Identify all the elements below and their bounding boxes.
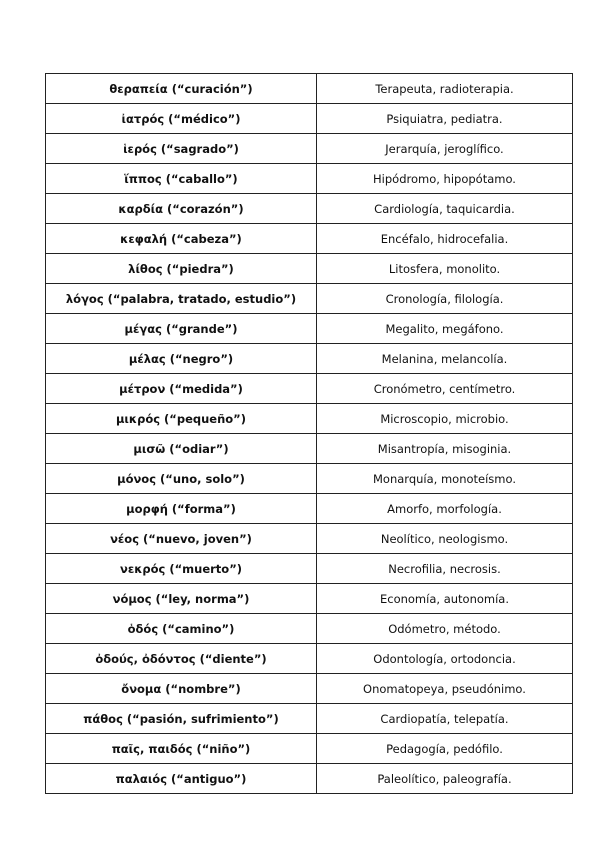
greek-term-cell: ἱερός (“sagrado”) (46, 134, 317, 164)
table-row (46, 464, 573, 494)
table-row (46, 614, 573, 644)
greek-term-cell: νεκρός (“muerto”) (46, 554, 317, 584)
table-row (46, 554, 573, 584)
table-row (46, 764, 573, 794)
table-row (46, 374, 573, 404)
table-body (46, 74, 573, 794)
table-row (46, 224, 573, 254)
table-row (46, 494, 573, 524)
greek-term-cell: λίθος (“piedra”) (46, 254, 317, 284)
examples-cell: Megalito, megáfono. (317, 314, 573, 344)
examples-cell: Cardiología, taquicardia. (317, 194, 573, 224)
table-row (46, 314, 573, 344)
greek-term-cell: κεφαλή (“cabeza”) (46, 224, 317, 254)
greek-term-cell: πάθος (“pasión, sufrimiento”) (46, 704, 317, 734)
examples-cell: Encéfalo, hidrocefalia. (317, 224, 573, 254)
examples-cell: Economía, autonomía. (317, 584, 573, 614)
examples-cell: Terapeuta, radioterapia. (317, 74, 573, 104)
examples-cell: Odómetro, método. (317, 614, 573, 644)
examples-cell: Melanina, melancolía. (317, 344, 573, 374)
greek-term-cell: παλαιός (“antiguo”) (46, 764, 317, 794)
greek-term-cell: παῖς, παιδός (“niño”) (46, 734, 317, 764)
greek-term-cell: ἵππος (“caballo”) (46, 164, 317, 194)
greek-term-cell: μικρός (“pequeño”) (46, 404, 317, 434)
greek-term-cell: ὁδός (“camino”) (46, 614, 317, 644)
examples-cell: Cronología, filología. (317, 284, 573, 314)
table-row (46, 704, 573, 734)
examples-cell: Cronómetro, centímetro. (317, 374, 573, 404)
table-row (46, 524, 573, 554)
table-row (46, 104, 573, 134)
table-row (46, 674, 573, 704)
greek-term-cell: ὀδούς, ὀδόντος (“diente”) (46, 644, 317, 674)
table-row (46, 584, 573, 614)
greek-term-cell: μόνος (“uno, solo”) (46, 464, 317, 494)
greek-term-cell: λόγος (“palabra, tratado, estudio”) (46, 284, 317, 314)
table-row (46, 644, 573, 674)
table-row (46, 734, 573, 764)
examples-cell: Odontología, ortodoncia. (317, 644, 573, 674)
examples-cell: Jerarquía, jeroglífico. (317, 134, 573, 164)
greek-term-cell: μισῶ (“odiar”) (46, 434, 317, 464)
greek-term-cell: μέλας (“negro”) (46, 344, 317, 374)
greek-term-cell: καρδία (“corazón”) (46, 194, 317, 224)
table-row (46, 194, 573, 224)
greek-term-cell: ὄνομα (“nombre”) (46, 674, 317, 704)
examples-cell: Necrofilia, necrosis. (317, 554, 573, 584)
table-row (46, 74, 573, 104)
examples-cell: Misantropía, misoginia. (317, 434, 573, 464)
greek-etymology-table (45, 73, 573, 794)
examples-cell: Neolítico, neologismo. (317, 524, 573, 554)
examples-cell: Litosfera, monolito. (317, 254, 573, 284)
examples-cell: Microscopio, microbio. (317, 404, 573, 434)
examples-cell: Hipódromo, hipopótamo. (317, 164, 573, 194)
examples-cell: Monarquía, monoteísmo. (317, 464, 573, 494)
table-row (46, 134, 573, 164)
table-row (46, 434, 573, 464)
greek-term-cell: νόμος (“ley, norma”) (46, 584, 317, 614)
examples-cell: Amorfo, morfología. (317, 494, 573, 524)
greek-term-cell: νέος (“nuevo, joven”) (46, 524, 317, 554)
table-row (46, 404, 573, 434)
greek-term-cell: ἰατρός (“médico”) (46, 104, 317, 134)
greek-term-cell: μέτρον (“medida”) (46, 374, 317, 404)
table-row (46, 164, 573, 194)
greek-term-cell: μορφή (“forma”) (46, 494, 317, 524)
table-row (46, 254, 573, 284)
greek-term-cell: μέγας (“grande”) (46, 314, 317, 344)
examples-cell: Paleolítico, paleografía. (317, 764, 573, 794)
examples-cell: Cardiopatía, telepatía. (317, 704, 573, 734)
examples-cell: Onomatopeya, pseudónimo. (317, 674, 573, 704)
examples-cell: Pedagogía, pedófilo. (317, 734, 573, 764)
table-row (46, 284, 573, 314)
examples-cell: Psiquiatra, pediatra. (317, 104, 573, 134)
greek-term-cell: θεραπεία (“curación”) (46, 74, 317, 104)
table-row (46, 344, 573, 374)
